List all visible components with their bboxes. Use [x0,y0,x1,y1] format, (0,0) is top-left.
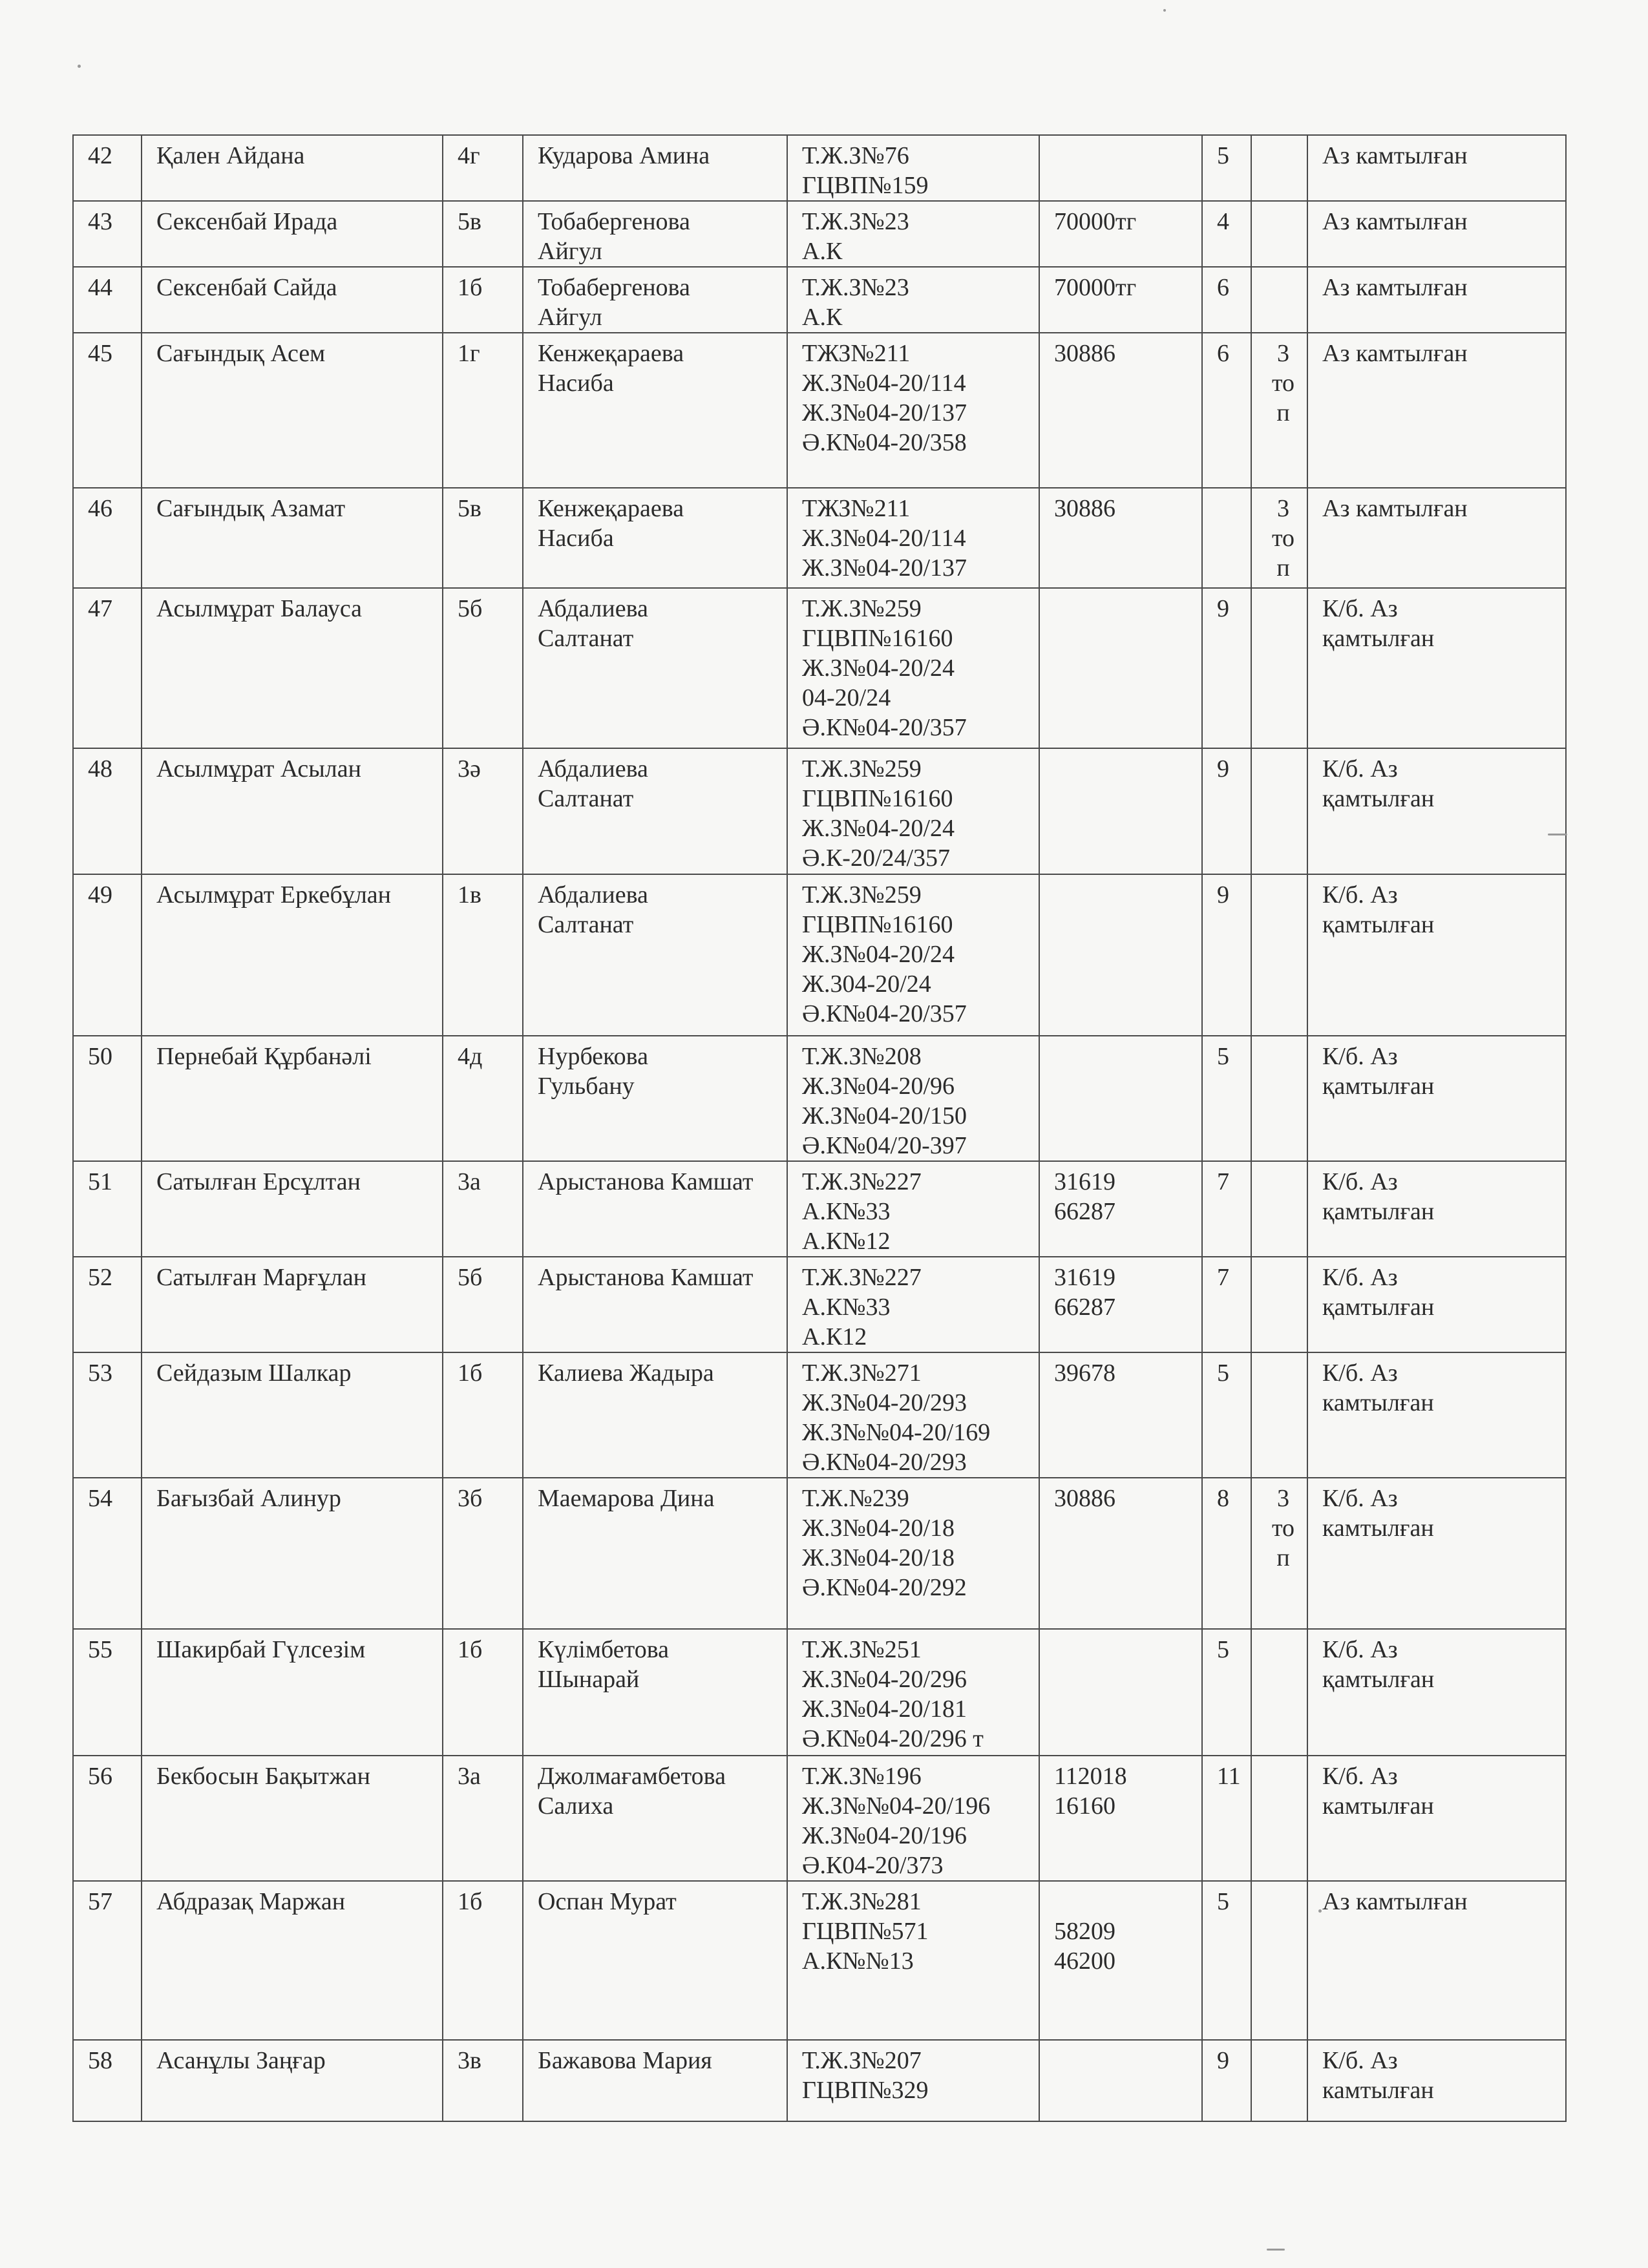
documents-cell: Т.Ж.З№23 А.К [787,267,1039,333]
income-amount-cell: 31619 66287 [1039,1257,1202,1352]
social-status-cell: К/б. Аз қамтылған [1307,874,1566,1036]
row-number-cell: 54 [73,1478,142,1629]
family-count-cell: 5 [1202,1881,1251,2040]
family-count-cell: 8 [1202,1478,1251,1629]
class-grade-cell: 1в [443,874,523,1036]
parent-name-cell: Абдалиева Салтанат [523,748,787,874]
table-row [73,1161,1566,1257]
social-status-cell: Аз камтылған [1307,267,1566,333]
family-count-cell: 9 [1202,874,1251,1036]
family-count-cell: 6 [1202,267,1251,333]
family-count-cell: 11 [1202,1756,1251,1881]
student-name-cell: Бекбосын Бақытжан [142,1756,443,1881]
disability-group-cell [1251,1161,1307,1257]
student-name-cell: Асылмұрат Асылан [142,748,443,874]
family-count-cell [1202,488,1251,588]
row-number-cell: 42 [73,135,142,201]
social-status-cell: К/б. Аз камтылған [1307,1352,1566,1478]
parent-name-cell: Абдалиева Салтанат [523,874,787,1036]
table-row [73,333,1566,488]
disability-group-cell [1251,1257,1307,1352]
table-row [73,748,1566,874]
family-count-cell: 5 [1202,135,1251,201]
disability-group-cell [1251,1756,1307,1881]
income-amount-cell [1039,2040,1202,2121]
social-status-cell: К/б. Аз камтылған [1307,2040,1566,2121]
table-row [73,588,1566,748]
class-grade-cell: 3ә [443,748,523,874]
income-amount-cell: 30886 [1039,488,1202,588]
social-status-cell: К/б. Аз қамтылған [1307,588,1566,748]
student-name-cell: Пернебай Құрбанәлі [142,1036,443,1161]
class-grade-cell: 3б [443,1478,523,1629]
parent-name-cell: Нурбекова Гульбану [523,1036,787,1161]
student-name-cell: Абдразақ Маржан [142,1881,443,2040]
social-status-cell: Аз камтылған [1307,135,1566,201]
social-status-cell: Аз камтылған [1307,488,1566,588]
parent-name-cell: Арыстанова Камшат [523,1257,787,1352]
income-amount-cell [1039,748,1202,874]
disability-group-cell [1251,748,1307,874]
social-status-cell: К/б. Аз камтылған [1307,1756,1566,1881]
documents-cell: Т.Ж.З№271 Ж.З№04-20/293 Ж.З№№04-20/169 Ә.К№04-20/293 [787,1352,1039,1478]
table-row [73,1036,1566,1161]
documents-cell: Т.Ж.З№227 А.К№33 А.К12 [787,1257,1039,1352]
row-number-cell: 45 [73,333,142,488]
student-name-cell: Сейдазым Шалкар [142,1352,443,1478]
documents-cell: Т.Ж.З№23 А.К [787,201,1039,267]
social-status-cell: К/б. Аз қамтылған [1307,1036,1566,1161]
class-grade-cell: 5б [443,1257,523,1352]
documents-cell: Т.Ж.З№227 А.К№33 А.К№12 [787,1161,1039,1257]
row-number-cell: 46 [73,488,142,588]
parent-name-cell: Тобабергенова Айгул [523,201,787,267]
class-grade-cell: 5б [443,588,523,748]
income-amount-cell: 30886 [1039,1478,1202,1629]
disability-group-cell [1251,2040,1307,2121]
social-status-cell: К/б. Аз қамтылған [1307,1257,1566,1352]
student-name-cell: Сатылған Ерсұлтан [142,1161,443,1257]
row-number-cell: 58 [73,2040,142,2121]
documents-cell: Т.Ж.З№281 ГЦВП№571 А.К№№13 [787,1881,1039,2040]
table-row [73,2040,1566,2121]
parent-name-cell: Джолмағамбетова Салиха [523,1756,787,1881]
table-row [73,1478,1566,1629]
row-number-cell: 52 [73,1257,142,1352]
disability-group-cell [1251,1036,1307,1161]
student-name-cell: Шакирбай Гүлсезім [142,1629,443,1756]
class-grade-cell: 4г [443,135,523,201]
student-name-cell: Сағындық Азамат [142,488,443,588]
disability-group-cell [1251,135,1307,201]
row-number-cell: 47 [73,588,142,748]
row-number-cell: 50 [73,1036,142,1161]
family-count-cell: 9 [1202,2040,1251,2121]
class-grade-cell: 1г [443,333,523,488]
disability-group-cell [1251,588,1307,748]
income-amount-cell: 70000тг [1039,201,1202,267]
class-grade-cell: 3в [443,2040,523,2121]
table-row [73,201,1566,267]
documents-cell: Т.Ж.З№259 ГЦВП№16160 Ж.З№04-20/24 Ә.К-20/24/357 [787,748,1039,874]
documents-cell: Т.Ж.З№251 Ж.З№04-20/296 Ж.З№04-20/181 Ә.К№04-20/296 т [787,1629,1039,1756]
class-grade-cell: 4д [443,1036,523,1161]
social-status-cell: Аз камтылған [1307,333,1566,488]
table-row [73,1881,1566,2040]
class-grade-cell: 3а [443,1756,523,1881]
row-number-cell: 57 [73,1881,142,2040]
disability-group-cell [1251,1881,1307,2040]
parent-name-cell: Кударова Амина [523,135,787,201]
student-name-cell: Бағызбай Алинур [142,1478,443,1629]
social-status-cell: К/б. Аз камтылған [1307,1478,1566,1629]
social-status-cell: К/б. Аз қамтылған [1307,748,1566,874]
class-grade-cell: 1б [443,1352,523,1478]
table-row [73,488,1566,588]
student-name-cell: Сағындық Асем [142,333,443,488]
social-status-cell: К/б. Аз қамтылған [1307,1629,1566,1756]
family-count-cell: 7 [1202,1161,1251,1257]
table-row [73,1352,1566,1478]
disability-group-cell [1251,1629,1307,1756]
class-grade-cell: 3а [443,1161,523,1257]
student-list-table [72,134,1567,2122]
row-number-cell: 43 [73,201,142,267]
family-count-cell: 5 [1202,1036,1251,1161]
student-name-cell: Қален Айдана [142,135,443,201]
social-status-cell: Аз камтылған [1307,1881,1566,2040]
documents-cell: Т.Ж.З№76 ГЦВП№159 [787,135,1039,201]
disability-group-cell [1251,1352,1307,1478]
parent-name-cell: Калиева Жадыра [523,1352,787,1478]
income-amount-cell: 70000тг [1039,267,1202,333]
disability-group-cell [1251,267,1307,333]
income-amount-cell [1039,135,1202,201]
table-row [73,874,1566,1036]
income-amount-cell: 39678 [1039,1352,1202,1478]
parent-name-cell: Арыстанова Камшат [523,1161,787,1257]
income-amount-cell: 58209 46200 [1039,1881,1202,2040]
income-amount-cell [1039,1036,1202,1161]
row-number-cell: 48 [73,748,142,874]
income-amount-cell [1039,1629,1202,1756]
disability-group-cell [1251,201,1307,267]
scan-speck [1318,1909,1322,1913]
parent-name-cell: Кенжеқараева Насиба [523,488,787,588]
family-count-cell: 5 [1202,1352,1251,1478]
row-number-cell: 49 [73,874,142,1036]
row-number-cell: 44 [73,267,142,333]
family-count-cell: 9 [1202,748,1251,874]
documents-cell: Т.Ж.№239 Ж.З№04-20/18 Ж.З№04-20/18 Ә.К№04-20/292 [787,1478,1039,1629]
documents-cell: Т.Ж.З№208 Ж.З№04-20/96 Ж.З№04-20/150 Ә.К№04/20-397 [787,1036,1039,1161]
documents-cell: ТЖЗ№211 Ж.З№04-20/114 Ж.З№04-20/137 [787,488,1039,588]
scan-speck [1163,9,1166,12]
table-row [73,1629,1566,1756]
class-grade-cell: 1б [443,1629,523,1756]
scan-speck [1267,2249,1285,2251]
parent-name-cell: Оспан Мурат [523,1881,787,2040]
class-grade-cell: 1б [443,1881,523,2040]
documents-cell: ТЖЗ№211 Ж.З№04-20/114 Ж.З№04-20/137 Ә.К№04-20/358 [787,333,1039,488]
row-number-cell: 55 [73,1629,142,1756]
class-grade-cell: 5в [443,201,523,267]
disability-group-cell: 3 то п [1251,333,1307,488]
student-name-cell: Асылмұрат Балауса [142,588,443,748]
parent-name-cell: Бажавова Мария [523,2040,787,2121]
row-number-cell: 56 [73,1756,142,1881]
student-name-cell: Сексенбай Ирада [142,201,443,267]
documents-cell: Т.Ж.З№207 ГЦВП№329 [787,2040,1039,2121]
scan-speck [78,65,81,68]
row-number-cell: 53 [73,1352,142,1478]
class-grade-cell: 5в [443,488,523,588]
disability-group-cell [1251,874,1307,1036]
table-row [73,1756,1566,1881]
disability-group-cell: 3 то п [1251,488,1307,588]
student-name-cell: Асанұлы Заңғар [142,2040,443,2121]
social-status-cell: К/б. Аз қамтылған [1307,1161,1566,1257]
documents-cell: Т.Ж.З№259 ГЦВП№16160 Ж.З№04-20/24 04-20/24 Ә.К№04-20/357 [787,588,1039,748]
parent-name-cell: Маемарова Дина [523,1478,787,1629]
table-body [73,135,1566,2121]
table-row [73,135,1566,201]
family-count-cell: 4 [1202,201,1251,267]
table-row [73,267,1566,333]
documents-cell: Т.Ж.З№196 Ж.З№№04-20/196 Ж.З№04-20/196 Ә.К04-20/373 [787,1756,1039,1881]
class-grade-cell: 1б [443,267,523,333]
family-count-cell: 9 [1202,588,1251,748]
income-amount-cell [1039,588,1202,748]
parent-name-cell: Күлімбетова Шынарай [523,1629,787,1756]
family-count-cell: 5 [1202,1629,1251,1756]
income-amount-cell: 31619 66287 [1039,1161,1202,1257]
parent-name-cell: Абдалиева Салтанат [523,588,787,748]
social-status-cell: Аз камтылған [1307,201,1566,267]
income-amount-cell: 112018 16160 [1039,1756,1202,1881]
disability-group-cell: 3 то п [1251,1478,1307,1629]
income-amount-cell: 30886 [1039,333,1202,488]
student-name-cell: Сатылған Марғұлан [142,1257,443,1352]
family-count-cell: 6 [1202,333,1251,488]
scan-speck [1548,834,1567,835]
table-row [73,1257,1566,1352]
student-name-cell: Сексенбай Сайда [142,267,443,333]
documents-cell: Т.Ж.З№259 ГЦВП№16160 Ж.З№04-20/24 Ж.304-20/24 Ә.К№04-20/357 [787,874,1039,1036]
parent-name-cell: Тобабергенова Айгул [523,267,787,333]
income-amount-cell [1039,874,1202,1036]
row-number-cell: 51 [73,1161,142,1257]
student-name-cell: Асылмұрат Еркебұлан [142,874,443,1036]
family-count-cell: 7 [1202,1257,1251,1352]
parent-name-cell: Кенжеқараева Насиба [523,333,787,488]
